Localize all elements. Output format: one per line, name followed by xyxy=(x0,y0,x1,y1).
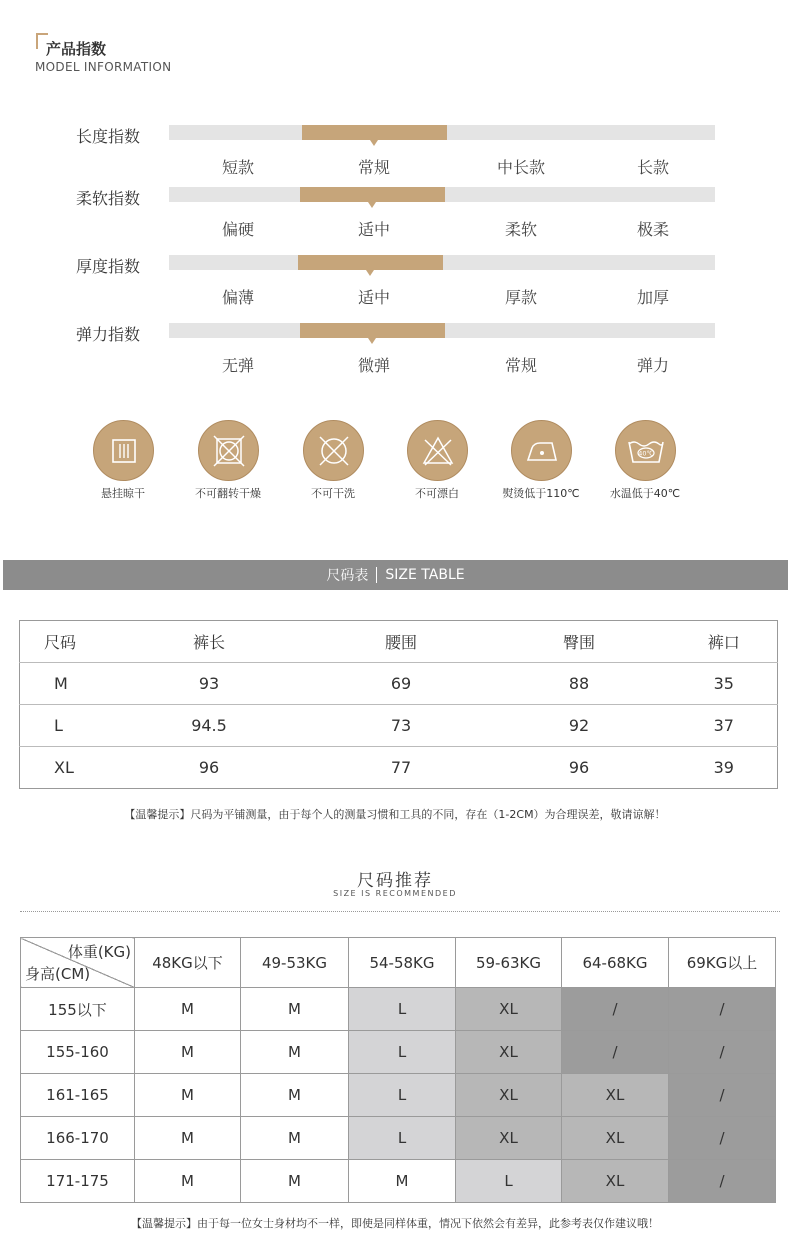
recommend-size-cell: M xyxy=(135,1160,241,1203)
section-title: 产品指数 xyxy=(46,40,107,58)
index-label: 弹力指数 xyxy=(76,325,141,344)
no-tumble-dry-icon xyxy=(198,420,259,481)
banner-title-en: SIZE TABLE xyxy=(385,567,465,583)
svg-text:40℃: 40℃ xyxy=(637,449,654,457)
recommend-size-cell: / xyxy=(669,1074,776,1117)
height-row-header: 166-170 xyxy=(21,1117,135,1160)
size-table-banner xyxy=(3,560,788,590)
recommend-size-cell: L xyxy=(349,1031,456,1074)
corner-height-label: 身高(CM) xyxy=(25,965,91,983)
care-label: 不可干洗 xyxy=(311,487,355,500)
recommend-size-cell: / xyxy=(669,1160,776,1203)
index-label: 长度指数 xyxy=(76,127,141,146)
index-pointer-icon xyxy=(370,140,378,146)
index-selected-fill xyxy=(298,255,443,270)
index-option: 柔软 xyxy=(504,220,537,239)
recommend-size-cell: M xyxy=(241,1117,349,1160)
recommend-size-cell: / xyxy=(669,1117,776,1160)
index-option: 加厚 xyxy=(636,288,669,307)
size-cell: 96 xyxy=(568,758,590,777)
recommend-row xyxy=(21,1031,776,1074)
care-label: 不可漂白 xyxy=(415,487,459,500)
size-table-row xyxy=(20,705,778,747)
recommend-size-cell: M xyxy=(135,1074,241,1117)
index-option: 微弹 xyxy=(357,356,390,375)
recommend-header-row xyxy=(21,938,776,988)
recommend-size-cell: XL xyxy=(456,988,562,1031)
size-cell: M xyxy=(20,663,104,705)
hang-dry-icon xyxy=(93,420,154,481)
size-cell: 77 xyxy=(390,758,412,777)
recommend-size-cell: L xyxy=(349,988,456,1031)
index-label: 厚度指数 xyxy=(76,257,141,276)
size-table xyxy=(19,620,778,789)
height-row-header: 161-165 xyxy=(21,1074,135,1117)
recommend-size-cell: XL xyxy=(562,1074,669,1117)
size-cell: 39 xyxy=(713,758,734,777)
recommend-row xyxy=(21,1160,776,1203)
size-table-row xyxy=(20,663,778,705)
index-option: 极柔 xyxy=(636,220,669,239)
height-row-header: 155-160 xyxy=(21,1031,135,1074)
recommend-size-cell: M xyxy=(241,988,349,1031)
no-dry-clean-icon xyxy=(303,420,364,481)
iron-low-icon xyxy=(511,420,572,481)
weight-column-header: 59-63KG xyxy=(456,938,562,988)
recommend-size-cell: XL xyxy=(562,1117,669,1160)
recommend-title: 尺码推荐 xyxy=(357,871,433,891)
weight-column-header: 64-68KG xyxy=(562,938,669,988)
care-label: 悬挂晾干 xyxy=(101,487,145,500)
recommend-subtitle: SIZE IS RECOMMENDED xyxy=(333,889,457,898)
size-header-cell: 裤长 xyxy=(104,621,316,663)
recommend-row xyxy=(21,1074,776,1117)
recommend-size-cell: M xyxy=(135,1031,241,1074)
size-cell: L xyxy=(20,705,104,747)
recommend-size-cell: M xyxy=(241,1031,349,1074)
index-pointer-icon xyxy=(368,202,376,208)
weight-column-header: 54-58KG xyxy=(349,938,456,988)
recommend-size-cell: M xyxy=(349,1160,456,1203)
recommend-size-cell: XL xyxy=(456,1074,562,1117)
index-pointer-icon xyxy=(366,270,374,276)
recommend-size-cell: / xyxy=(669,988,776,1031)
index-option: 常规 xyxy=(357,158,390,177)
size-cell: 94.5 xyxy=(104,705,316,747)
size-header-cell: 腰围 xyxy=(316,621,488,663)
weight-column-header: 49-53KG xyxy=(241,938,349,988)
height-row-header: 171-175 xyxy=(21,1160,135,1203)
size-table-note: 【温馨提示】尺码为平铺测量，由于每个人的测量习惯和工具的不同，存在（1-2CM）为合理误差，敬请谅解！ xyxy=(124,808,666,821)
recommend-size-cell: M xyxy=(135,988,241,1031)
weight-column-header: 48KG以下 xyxy=(135,938,241,988)
size-cell: 37 xyxy=(672,705,778,747)
size-table-row xyxy=(20,747,778,789)
banner-title-cn: 尺码表 xyxy=(326,568,369,584)
index-option: 无弹 xyxy=(221,356,254,375)
index-label: 柔软指数 xyxy=(76,189,141,208)
weight-column-header: 69KG以上 xyxy=(669,938,776,988)
index-option: 偏薄 xyxy=(221,288,254,307)
recommend-size-cell: XL xyxy=(562,1160,669,1203)
size-header-cell: 臀围 xyxy=(488,621,672,663)
size-cell: 88 xyxy=(488,663,672,705)
recommend-size-cell: L xyxy=(349,1074,456,1117)
recommend-size-cell: M xyxy=(241,1074,349,1117)
size-cell: XL xyxy=(54,758,74,777)
index-option: 弹力 xyxy=(636,356,669,375)
recommend-size-cell: / xyxy=(562,988,669,1031)
corner-header-cell xyxy=(21,938,135,988)
index-option: 长款 xyxy=(636,158,669,177)
index-selected-fill xyxy=(300,323,445,338)
banner-separator xyxy=(376,567,377,583)
care-label: 不可翻转干燥 xyxy=(195,487,261,500)
index-option: 适中 xyxy=(357,288,390,307)
size-recommend-table xyxy=(20,937,776,1203)
index-pointer-icon xyxy=(368,338,376,344)
dotted-divider xyxy=(20,911,780,912)
index-option: 适中 xyxy=(357,220,390,239)
index-option: 短款 xyxy=(221,158,254,177)
recommend-row xyxy=(21,988,776,1031)
section-subtitle: MODEL INFORMATION xyxy=(35,60,172,74)
wash-40-icon xyxy=(615,420,676,481)
size-cell: 69 xyxy=(316,663,488,705)
no-bleach-icon xyxy=(407,420,468,481)
index-selected-fill xyxy=(302,125,447,140)
recommend-size-cell: L xyxy=(349,1117,456,1160)
size-cell: 73 xyxy=(316,705,488,747)
size-header-cell: 尺码 xyxy=(20,621,104,663)
index-option: 常规 xyxy=(504,356,537,375)
recommend-row xyxy=(21,1117,776,1160)
corner-weight-label: 体重(KG) xyxy=(67,943,131,961)
recommend-size-cell: / xyxy=(562,1031,669,1074)
index-option: 偏硬 xyxy=(221,220,254,239)
recommend-size-cell: M xyxy=(241,1160,349,1203)
care-label: 熨烫低于110℃ xyxy=(502,487,580,500)
size-header-cell: 裤口 xyxy=(672,621,778,663)
size-cell: 92 xyxy=(488,705,672,747)
recommend-size-cell: M xyxy=(135,1117,241,1160)
care-label: 水温低于40℃ xyxy=(609,487,681,500)
height-row-header: 155以下 xyxy=(21,988,135,1031)
index-option: 中长款 xyxy=(496,158,545,177)
size-cell: 93 xyxy=(104,663,316,705)
recommend-size-cell: L xyxy=(456,1160,562,1203)
size-cell: 35 xyxy=(672,663,778,705)
recommend-size-cell: / xyxy=(669,1031,776,1074)
recommend-size-cell: XL xyxy=(456,1117,562,1160)
size-table-header xyxy=(20,621,778,663)
recommend-size-cell: XL xyxy=(456,1031,562,1074)
index-selected-fill xyxy=(300,187,445,202)
index-option: 厚款 xyxy=(504,288,537,307)
size-cell: 96 xyxy=(198,758,220,777)
recommend-note: 【温馨提示】由于每一位女士身材均不一样，即使是同样体重，情况下依然会有差异，此参考表仅作建议哦！ xyxy=(131,1217,659,1230)
